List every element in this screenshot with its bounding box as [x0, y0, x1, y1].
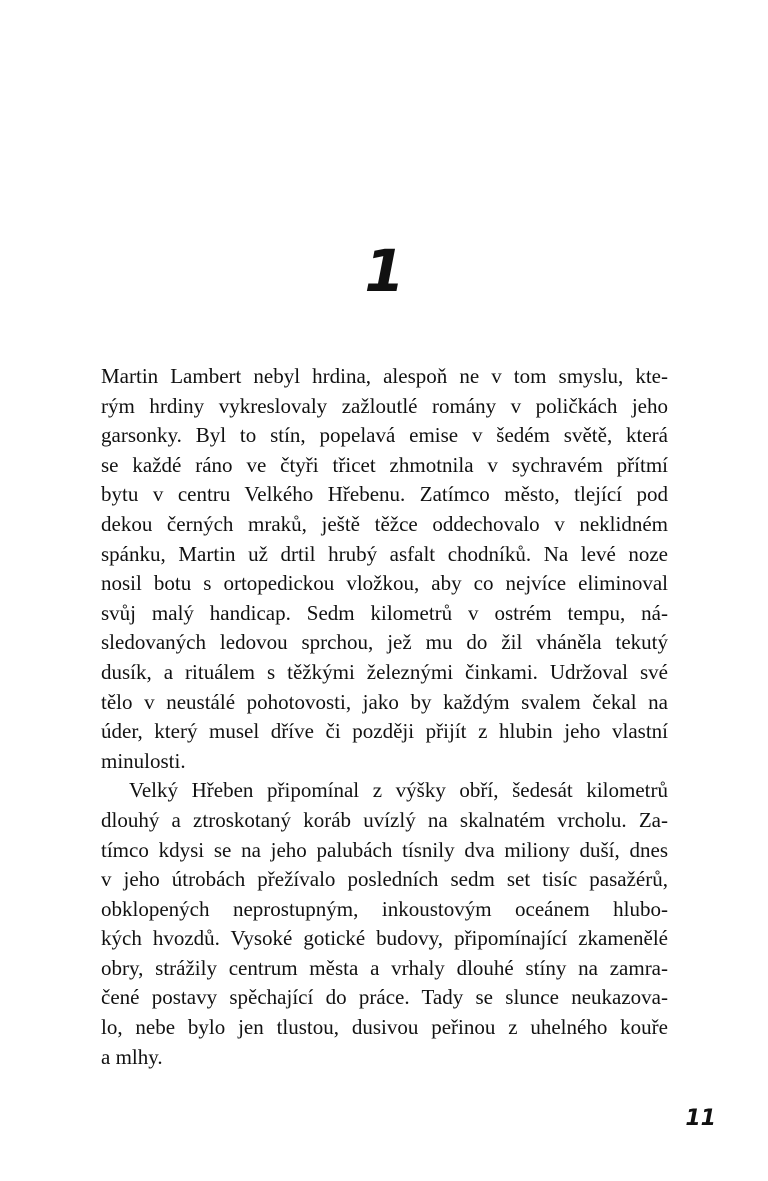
page-number: 11 [685, 1106, 716, 1131]
text-line: spánku, Martin už drtil hrubý asfalt chodníků. Na levé noze [101, 541, 668, 566]
chapter-number: 1 [364, 237, 404, 305]
text-line: svůj malý handicap. Sedm kilometrů v ostrém tempu, ná- [101, 600, 668, 625]
text-line: se každé ráno ve čtyři třicet zhmotnila v sychravém přítmí [101, 452, 668, 477]
paragraph-1 [101, 362, 668, 776]
text-line: tělo v neustálé pohotovosti, jako by každým svalem čekal na [101, 689, 668, 714]
text-line: dusík, a rituálem s těžkými železnými činkami. Udržoval své [101, 659, 668, 684]
chapter-text [101, 362, 668, 1072]
text-line: a mlhy. [101, 1044, 163, 1069]
text-line: tímco kdysi se na jeho palubách tísnily dva miliony duší, dnes [101, 837, 668, 862]
text-line: nosil botu s ortopedickou vložkou, aby co nejvíce eliminoval [101, 571, 668, 596]
text-line: kých hvozdů. Vysoké gotické budovy, připomínající zkamenělé [101, 926, 668, 951]
text-line: čené postavy spěchající do práce. Tady se slunce neukazova- [101, 985, 668, 1010]
text-line: dekou černých mraků, ještě těžce oddechovalo v neklidném [101, 511, 668, 536]
text-line: v jeho útrobách přežívalo posledních sedm set tisíc pasažérů, [101, 867, 668, 892]
text-line: rým hrdiny vykreslovaly zažloutlé romány v poličkách jeho [101, 393, 668, 418]
text-line: lo, nebe bylo jen tlustou, dusivou peřinou z uhelného kouře [101, 1015, 668, 1040]
text-line: dlouhý a ztroskotaný koráb uvízlý na skalnatém vrcholu. Za- [101, 807, 668, 832]
text-line: minulosti. [101, 748, 186, 773]
text-line: obry, strážily centrum města a vrhaly dlouhé stíny na zamra- [101, 955, 668, 980]
text-line: úder, který musel dříve či později přijít z hlubin jeho vlastní [101, 719, 668, 744]
text-line: Velký Hřeben připomínal z výšky obří, šedesát kilometrů [129, 778, 668, 803]
text-line: obklopených neprostupným, inkoustovým oceánem hlubo- [101, 896, 668, 921]
text-line: bytu v centru Velkého Hřebenu. Zatímco město, tlející pod [101, 482, 668, 507]
text-line: garsonky. Byl to stín, popelavá emise v šedém světě, která [101, 423, 668, 448]
paragraph-2 [101, 776, 668, 1072]
text-line: Martin Lambert nebyl hrdina, alespoň ne v tom smyslu, kte- [101, 364, 668, 388]
text-line: sledovaných ledovou sprchou, jež mu do žil vháněla tekutý [101, 630, 668, 655]
